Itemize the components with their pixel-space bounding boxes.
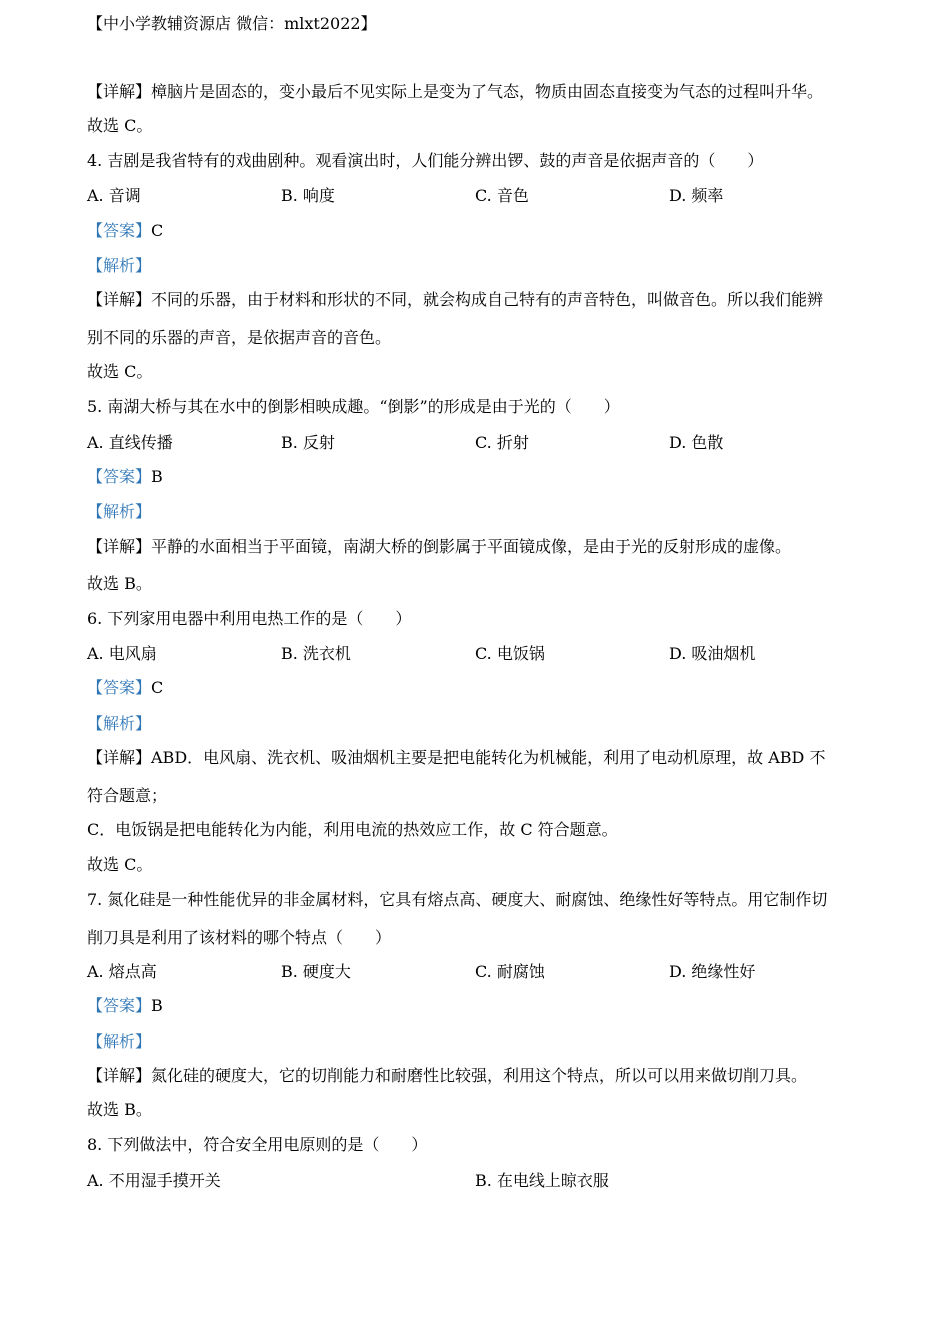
q5-detail-line-1: 【详解】平静的水面相当于平面镜，南湖大桥的倒影属于平面镜成像，是由于光的反射形成的虚像。 [87, 537, 792, 556]
q5-option-a: A. 直线传播 [87, 433, 173, 452]
q4-option-d: D. 频率 [669, 186, 724, 205]
q7-option-a: A. 熔点高 [87, 962, 157, 981]
answer-label: 【答案】 [87, 221, 152, 240]
q7-stem-line-2: 削刀具是利用了该材料的哪个特点（ ） [87, 928, 392, 947]
q6-detail-line-2: 符合题意； [87, 786, 168, 805]
q7-answer [87, 996, 163, 1016]
answer-value: B [151, 467, 163, 486]
q4-detail-line-1: 【详解】不同的乐器，由于材料和形状的不同，就会构成自己特有的声音特色，叫做音色。所以我们能辨 [87, 290, 824, 309]
q6-option-c: C. 电饭锅 [475, 644, 545, 663]
q8-option-a: A. 不用湿手摸开关 [87, 1171, 221, 1190]
q5-option-d: D. 色散 [669, 433, 724, 452]
answer-label: 【答案】 [87, 996, 152, 1015]
q7-options [87, 962, 867, 982]
q4-conclusion: 故选 C。 [87, 362, 153, 381]
q6-option-a: A. 电风扇 [87, 644, 157, 663]
q7-analysis-label: 【解析】 [87, 1032, 152, 1051]
q6-option-d: D. 吸油烟机 [669, 644, 756, 663]
q4-stem: 4. 吉剧是我省特有的戏曲剧种。观看演出时，人们能分辨出锣、鼓的声音是依据声音的（ ） [87, 151, 764, 170]
q7-conclusion: 故选 B。 [87, 1100, 152, 1119]
page-header: 【中小学教辅资源店 微信：mlxt2022】 [87, 14, 377, 33]
q4-answer [87, 221, 163, 241]
q4-option-a: A. 音调 [87, 186, 141, 205]
q4-option-c: C. 音色 [475, 186, 529, 205]
answer-value: C [151, 221, 164, 240]
answer-label: 【答案】 [87, 678, 152, 697]
q4-option-b: B. 响度 [281, 186, 335, 205]
q8-stem: 8. 下列做法中，符合安全用电原则的是（ ） [87, 1135, 428, 1154]
q3-detail: 【详解】樟脑片是固态的，变小最后不见实际上是变为了气态，物质由固态直接变为气态的过程叫升华。 [87, 82, 824, 101]
q6-detail-line-3: C．电饭锅是把电能转化为内能，利用电流的热效应工作，故 C 符合题意。 [87, 820, 618, 839]
q5-stem: 5. 南湖大桥与其在水中的倒影相映成趣。“倒影”的形成是由于光的（ ） [87, 397, 620, 416]
q7-option-b: B. 硬度大 [281, 962, 351, 981]
q6-conclusion: 故选 C。 [87, 855, 153, 874]
q5-options [87, 433, 867, 453]
answer-value: B [151, 996, 163, 1015]
q8-options [87, 1171, 867, 1191]
q5-option-b: B. 反射 [281, 433, 335, 452]
q5-analysis-label: 【解析】 [87, 502, 152, 521]
q7-option-c: C. 耐腐蚀 [475, 962, 545, 981]
q7-detail-line-1: 【详解】氮化硅的硬度大，它的切削能力和耐磨性比较强，利用这个特点，所以可以用来做切削刀具。 [87, 1066, 808, 1085]
q3-conclusion: 故选 C。 [87, 116, 153, 135]
q4-options [87, 186, 867, 206]
q5-answer [87, 467, 163, 487]
q4-detail-line-2: 别不同的乐器的声音，是依据声音的音色。 [87, 328, 392, 347]
q7-option-d: D. 绝缘性好 [669, 962, 756, 981]
q5-conclusion: 故选 B。 [87, 574, 152, 593]
q6-answer [87, 678, 163, 698]
q8-option-b: B. 在电线上晾衣服 [475, 1171, 609, 1190]
q7-stem-line-1: 7. 氮化硅是一种性能优异的非金属材料，它具有熔点高、硬度大、耐腐蚀、绝缘性好等特点。用它制作切 [87, 890, 828, 909]
answer-label: 【答案】 [87, 467, 152, 486]
q6-option-b: B. 洗衣机 [281, 644, 351, 663]
answer-value: C [151, 678, 164, 697]
q6-stem: 6. 下列家用电器中利用电热工作的是（ ） [87, 609, 412, 628]
q6-analysis-label: 【解析】 [87, 714, 152, 733]
q6-options [87, 644, 867, 664]
q5-option-c: C. 折射 [475, 433, 529, 452]
q6-detail-line-1: 【详解】ABD．电风扇、洗衣机、吸油烟机主要是把电能转化为机械能，利用了电动机原理，故 ABD 不 [87, 748, 826, 767]
q4-analysis-label: 【解析】 [87, 256, 152, 275]
